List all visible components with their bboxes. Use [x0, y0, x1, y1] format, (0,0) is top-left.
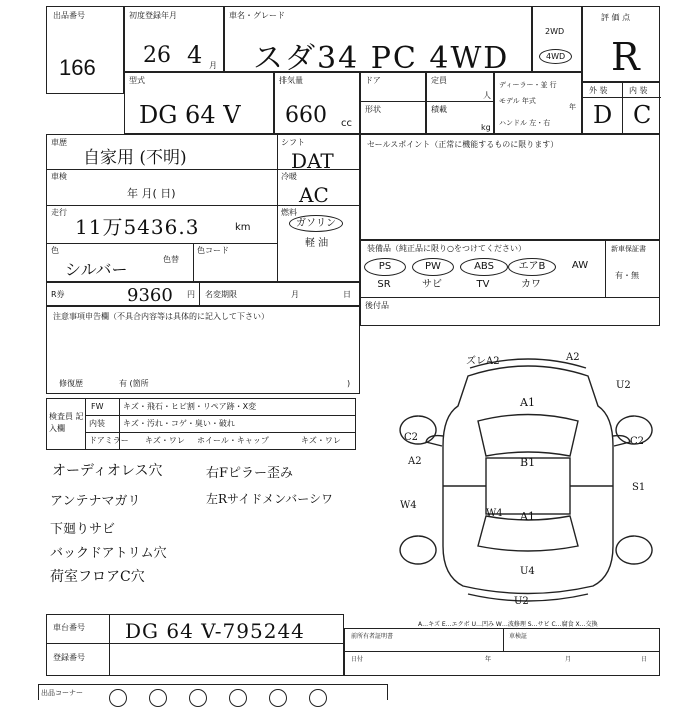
name-grade-box: [224, 6, 532, 76]
mileage-label: 走行: [51, 208, 67, 217]
name-change-month: 月: [291, 290, 299, 299]
repair-close-paren: ): [347, 379, 351, 388]
name-grade-value: スダ34 PC 4WD: [253, 41, 510, 76]
handwritten-note: 下廻りサビ: [50, 522, 116, 537]
damage-legend: A…キズ E…エクボ U…凹み W…波修理 S…サビ C…腐食 X…交換: [418, 621, 598, 628]
damage-code: W4: [400, 500, 417, 511]
name-change-day: 日: [343, 290, 351, 299]
model-label: 型式: [129, 76, 145, 85]
handwritten-note: アンテナマガリ: [50, 494, 141, 509]
registration-label: 登録番号: [53, 653, 85, 662]
stamp-circle: [229, 689, 247, 707]
damage-code: S1: [632, 482, 646, 493]
displacement-box: [274, 72, 360, 134]
model-year-label: モデル 年式: [499, 97, 536, 105]
equipment-item-tv: TV: [476, 279, 490, 290]
color-label: 色: [51, 246, 59, 255]
equipment-item-aw: AW: [571, 260, 589, 271]
capacity-box: [426, 72, 494, 134]
first-registration-box: [124, 6, 224, 72]
wheel-cap-options: キズ・ワレ: [301, 436, 341, 445]
month-unit: 月: [209, 61, 217, 70]
damage-code: W4: [486, 508, 503, 519]
handwritten-note: 荷室フロアC穴: [50, 569, 145, 585]
first-registration-year: 26: [143, 43, 171, 68]
cert-label: 日付: [351, 656, 364, 663]
new-car-warranty-value: 有・無: [615, 271, 639, 280]
damage-code: A2: [408, 456, 422, 467]
first-registration-label: 初度登録年月: [129, 11, 177, 20]
fuel-value-circled: ガソリン: [289, 215, 343, 232]
name-change-label: 名変期限: [205, 290, 237, 299]
equipment-item-airbag: エアB: [508, 258, 556, 276]
recycle-box: [46, 282, 360, 306]
interior-grade: C: [633, 101, 652, 129]
year-unit: 年: [569, 103, 576, 111]
exterior-grade: D: [593, 101, 613, 129]
chassis-label: 車台番号: [53, 623, 85, 632]
dealer-box: [494, 72, 582, 134]
inspector-box: [46, 398, 356, 450]
equipment-item-sr: SR: [377, 279, 391, 290]
history-box: [46, 134, 360, 282]
color-change-label: 色替: [163, 255, 179, 264]
recycle-unit: 円: [187, 290, 195, 299]
repair-history-label: 修復歴: [59, 379, 83, 388]
first-registration-month: 4: [187, 41, 203, 69]
cert-label: 月: [565, 656, 572, 663]
mileage-value: 11万5436.3: [75, 215, 200, 239]
color-value: シルバー: [65, 260, 128, 279]
equipment-item-rust: サビ: [422, 279, 442, 290]
certificate-box: [344, 628, 660, 676]
footer-label: 出品コーナー: [41, 689, 83, 697]
repair-history-value: 有 (箇所: [119, 379, 149, 388]
color-code-label: 色コード: [197, 246, 229, 255]
model-value: DG 64 V: [139, 101, 241, 129]
displacement-label: 排気量: [279, 76, 303, 85]
stamp-circle: [189, 689, 207, 707]
damage-code: C2: [404, 432, 419, 443]
damage-code: U2: [514, 596, 529, 607]
wheel-cap-label: ホイール・キャップ: [197, 436, 269, 445]
exterior-label: 外 装: [589, 86, 608, 95]
drive-2wd: 2WD: [545, 27, 565, 36]
stamp-circle: [309, 689, 327, 707]
interior-check-label: 内装: [89, 419, 105, 428]
rating-box: [582, 6, 660, 82]
drive-4wd-circled: 4WD: [539, 49, 572, 64]
notes-label: 注意事項申告欄（不具合内容等は具体的に記入して下さい）: [53, 312, 269, 321]
dealer-label: ディーラー・並 行: [499, 81, 557, 89]
displacement-value: 660: [285, 103, 327, 128]
inspector-label: 検査員 記入欄: [49, 412, 84, 433]
ac-label: 冷暖: [281, 172, 297, 181]
stamp-circle: [149, 689, 167, 707]
lot-number-box: [46, 6, 124, 94]
chassis-number: DG 64 V-795244: [125, 619, 305, 643]
interior-label: 内 装: [629, 86, 648, 95]
shift-value: DAT: [291, 149, 334, 173]
recycle-amount: 9360: [127, 285, 173, 306]
damage-code: U4: [520, 566, 535, 577]
exterior-interior-box: [582, 82, 660, 134]
new-car-warranty-label: 新車保証書: [611, 245, 646, 253]
load-unit: kg: [481, 123, 491, 132]
footer-strip: [38, 684, 388, 700]
door-mirror-label: ドアミラー: [89, 436, 129, 445]
rating-value: R: [611, 35, 640, 79]
fuel-alt: 軽 油: [305, 238, 329, 249]
fw-label: FW: [91, 402, 104, 411]
cert-label: 前所有者証明書: [351, 633, 394, 640]
handwritten-note: バックドアトリム穴: [50, 546, 167, 561]
fw-options: キズ・飛石・ヒビ割・リペア跡・X変: [123, 402, 257, 411]
shift-label: シフト: [281, 138, 305, 147]
handle-label: ハンドル 左・右: [499, 119, 551, 127]
lot-number-label: 出品番号: [53, 11, 85, 20]
damage-code: A1: [520, 396, 535, 409]
door-label: ドア: [365, 76, 381, 85]
recycle-label: R券: [51, 290, 65, 299]
after-market-label: 後付品: [365, 301, 389, 310]
inspection-label: 車検: [51, 172, 67, 181]
stamp-circle: [109, 689, 127, 707]
handwritten-note: 右Fピラー歪み: [206, 466, 294, 481]
sales-point-box: [360, 134, 660, 240]
equipment-label: 装備品（純正品に限り○をつけてください）: [367, 244, 526, 253]
equipment-item-leather: カワ: [521, 279, 541, 290]
damage-code: ズレA2: [466, 356, 500, 367]
displacement-unit: cc: [341, 118, 352, 129]
history-label: 車歴: [51, 138, 67, 147]
stamp-circle: [269, 689, 287, 707]
damage-code: C2: [630, 436, 645, 447]
damage-code: A2: [566, 352, 580, 363]
shape-label: 形状: [365, 105, 381, 114]
fuel-label: 燃料: [281, 208, 297, 217]
door-shape-box: [360, 72, 426, 134]
history-value: 自家用 (不明): [83, 148, 187, 168]
name-grade-label: 車名・グレード: [229, 11, 285, 20]
cert-label: 日: [641, 656, 648, 663]
equipment-item-abs: ABS: [460, 258, 508, 276]
equipment-item-pw: PW: [412, 258, 454, 276]
door-mirror-options: キズ・ワレ: [145, 436, 185, 445]
drive-box: [532, 6, 582, 72]
sales-point-label: セールスポイント（正常に機能するものに限ります）: [367, 140, 559, 149]
inspection-value: 年 月( 日): [127, 187, 176, 200]
capacity-label: 定員: [431, 76, 447, 85]
capacity-unit: 人: [483, 91, 491, 100]
equipment-item-ps: PS: [364, 258, 406, 276]
rating-label: 評 価 点: [601, 13, 631, 22]
notes-box: [46, 306, 360, 394]
cert-label: 車検証: [509, 633, 528, 640]
cert-label: 年: [485, 656, 492, 663]
chassis-box: [46, 614, 344, 676]
damage-code: B1: [520, 456, 536, 469]
interior-check-options: キズ・汚れ・コゲ・臭い・破れ: [123, 419, 235, 428]
handwritten-note: 左Rサイドメンバーシワ: [206, 492, 333, 506]
damage-code: A1: [520, 510, 535, 523]
model-box: [124, 72, 274, 134]
mileage-unit: km: [235, 222, 251, 233]
lot-number-value: 166: [59, 55, 96, 80]
handwritten-note: オーディオレス穴: [52, 463, 163, 479]
ac-value: AC: [299, 183, 329, 207]
damage-code: U2: [616, 380, 631, 391]
load-label: 積載: [431, 105, 447, 114]
